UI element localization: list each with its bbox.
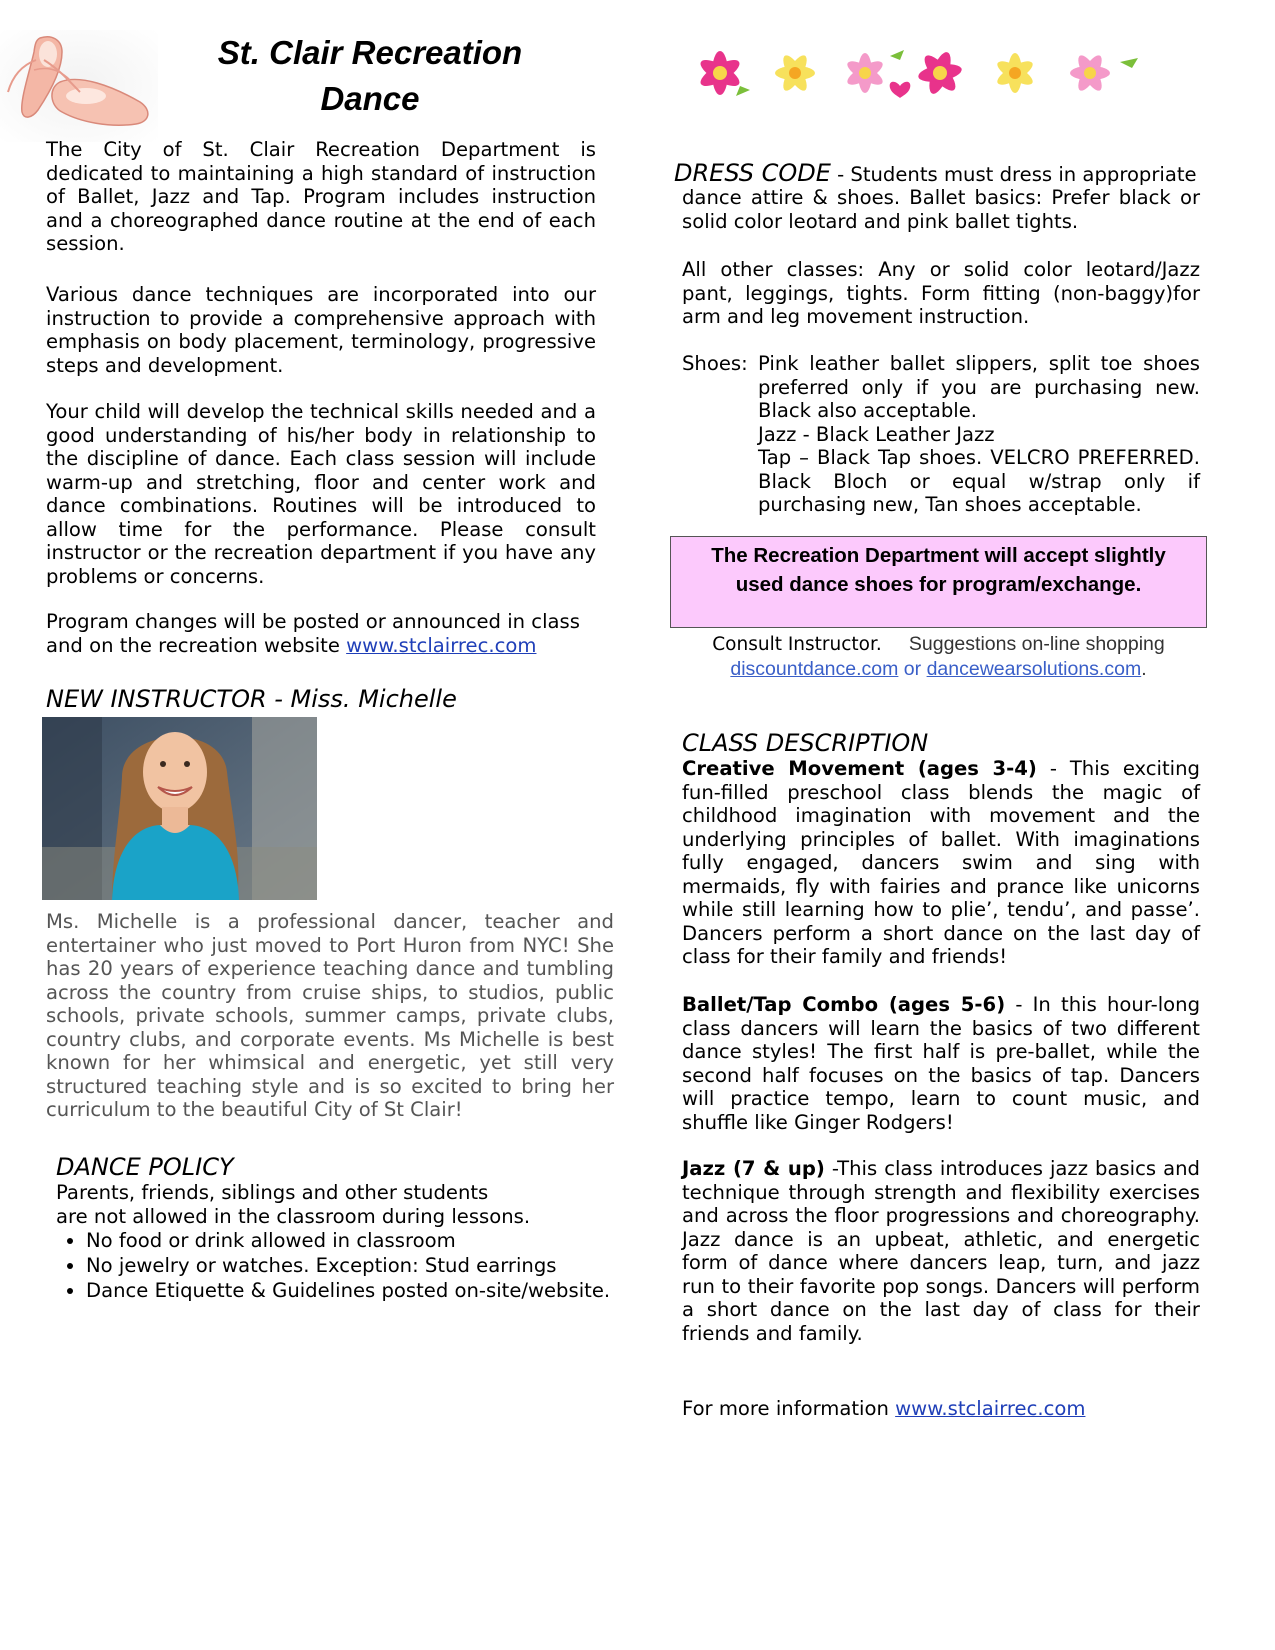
more-info (682, 1397, 1200, 1421)
title-line-1: St. Clair Recreation (217, 34, 523, 71)
recreation-website-link[interactable]: www.stclairrec.com (346, 633, 537, 657)
shoes-line: Jazz - Black Leather Jazz (758, 422, 995, 446)
or-text: or (898, 658, 927, 680)
instructor-photo (42, 717, 317, 900)
consult-text: Consult Instructor. (712, 634, 882, 655)
dress-code-first-line (674, 158, 1234, 189)
flower-border-image (690, 42, 1160, 104)
class-desc: - This exciting fun-filled preschool class blends the magic of childhood imagination with movement and the underlying principles of ballet. With imaginations fully engaged, dancers swim and sing with mermaids, fly with fairies and prance like unicorns while still learning how to plie’, tendu’, and passe’. Dancers perform a short dance on the last day of class for their family and friends! (682, 757, 1200, 968)
policy-item: • No jewelry or watches. Exception: Stud earrings (86, 1253, 626, 1278)
dress-code-dash: - (830, 163, 851, 186)
more-info-text: For more information (682, 1397, 896, 1420)
dress-code-first-line-text: Students must dress in appropriate (850, 163, 1197, 186)
instructor-bio: Ms. Michelle is a professional dancer, teacher and entertainer who just moved to Port Huron from NYC! She has 20 years of experience teaching dance and tumbling across the country from cruise ships, to studios, public schools, private schools, summer camps, private clubs, country clubs, and corporate events. Ms Michelle is best known for her whimsical and energetic, yet still very structured teaching style and is so excited to bring her curriculum to the beautiful City of St Clair! (46, 910, 614, 1121)
policy-line-2: are not allowed in the classroom during lessons. (56, 1204, 531, 1228)
suggestion-text: Suggestions on-line shopping (908, 633, 1165, 655)
class-name: Jazz (7 & up) (682, 1157, 825, 1180)
policy-line-1: Parents, friends, siblings and other students (56, 1181, 489, 1204)
discountdance-link[interactable]: discountdance.com (730, 658, 899, 680)
class-name: Ballet/Tap Combo (ages 5-6) (682, 993, 1006, 1016)
class-creative-movement (682, 757, 1200, 969)
dress-code-other: All other classes: Any or solid color leotard/Jazz pant, leggings, tights. Form fitting (non-baggy)for arm and leg movement instruction. (682, 258, 1200, 328)
shoes-line: Pink leather ballet slippers, split toe shoes preferred only if you are purchasing new. Black also acceptable. (758, 352, 1200, 422)
policy-item: • No food or drink allowed in classroom (86, 1228, 626, 1253)
class-name: Creative Movement (ages 3-4) (682, 757, 1037, 780)
intro-paragraph-4 (46, 610, 596, 657)
policy-heading: DANCE POLICY (56, 1153, 234, 1181)
ballet-shoes-image (0, 30, 158, 142)
dress-code-shoes (682, 352, 1200, 517)
period-text: . (1141, 658, 1147, 680)
intro-paragraph-3: Your child will develop the technical skills needed and a good understanding of his/her body in relationship to the discipline of dance. Each class session will include warm-up and stretching, floor and center work and dance combinations. Routines will be introduced to allow time for the performance. Please consult instructor or the recreation department if you have any problems or concerns. (46, 400, 596, 588)
dress-code-heading: DRESS CODE (674, 159, 831, 187)
title-line-2: Dance (320, 80, 420, 117)
class-desc: - In this hour-long class dancers will learn the basics of two different dance styles! The first half is pre-ballet, while the second half focuses on the basics of tap. Dancers will practice tempo, learn to count music, and shuffle like Ginger Rodgers! (682, 993, 1201, 1134)
intro-paragraph-2: Various dance techniques are incorporated into our instruction to provide a comprehensive approach with emphasis on body placement, terminology, progressive steps and development. (46, 283, 596, 377)
class-jazz (682, 1157, 1200, 1345)
policy-section (56, 1181, 626, 1303)
class-description-heading: CLASS DESCRIPTION (682, 729, 929, 757)
intro-paragraph-1: The City of St. Clair Recreation Department is dedicated to maintaining a high standard of instruction of Ballet, Jazz and Tap. Program includes instruction and a choreographed dance routine at the end of each session. (46, 138, 596, 255)
dancewearsolutions-link[interactable]: dancewearsolutions.com (926, 658, 1142, 680)
instructor-heading: NEW INSTRUCTOR - Miss. Michelle (46, 685, 457, 713)
shoes-label: Shoes: (682, 352, 748, 375)
used-shoes-notice: The Recreation Department will accept slightly used dance shoes for program/exchange. (670, 536, 1207, 628)
intro-p4-text: Program changes will be posted or announced in class and on the recreation website (46, 610, 580, 657)
shoes-line: Tap – Black Tap shoes. VELCRO PREFERRED. Black Bloch or equal w/strap only if purchasing new, Tan shoes acceptable. (758, 446, 1200, 516)
page-title (160, 30, 580, 122)
policy-list (56, 1228, 626, 1303)
policy-item: • Dance Etiquette & Guidelines posted on-site/website. (86, 1278, 626, 1303)
footer-website-link[interactable]: www.stclairrec.com (895, 1397, 1086, 1420)
class-desc: -This class introduces jazz basics and technique through strength and flexibility exercises and across the floor progressions and choreography. Jazz dance is an upbeat, athletic, and energetic form of dance where dancers leap, turn, and jazz run to their favorite pop songs. Dancers will perform a short dance on the last day of class for their friends and family. (682, 1157, 1200, 1345)
shopping-suggestions (670, 632, 1207, 682)
class-ballet-tap (682, 993, 1200, 1134)
dress-code-text: dance attire & shoes. Ballet basics: Prefer black or solid color leotard and pink ballet tights. (682, 186, 1200, 233)
